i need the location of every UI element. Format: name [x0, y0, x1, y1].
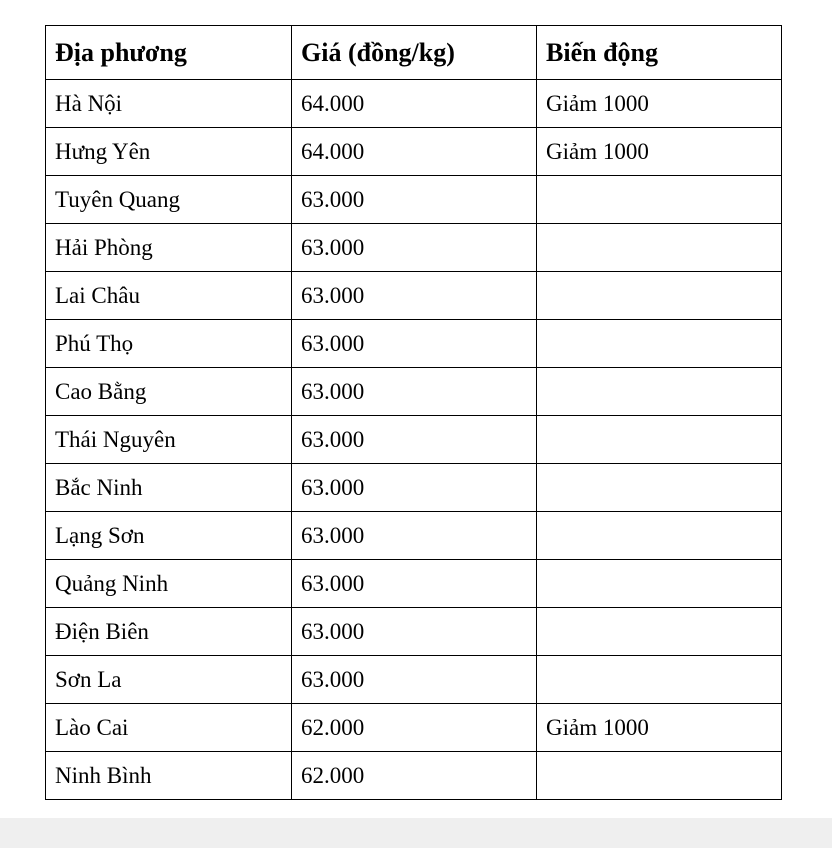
cell-change: [537, 224, 782, 272]
table-row: [46, 224, 782, 272]
table-row: [46, 560, 782, 608]
table-row: [46, 272, 782, 320]
cell-location: Tuyên Quang: [46, 176, 292, 224]
price-table: [45, 25, 782, 800]
header-price: Giá (đồng/kg): [292, 26, 537, 80]
cell-price: 62.000: [292, 752, 537, 800]
cell-location: Sơn La: [46, 656, 292, 704]
cell-price: 63.000: [292, 416, 537, 464]
table-row: [46, 512, 782, 560]
cell-location: Bắc Ninh: [46, 464, 292, 512]
table-row: [46, 80, 782, 128]
cell-location: Hưng Yên: [46, 128, 292, 176]
cell-price: 63.000: [292, 368, 537, 416]
cell-price: 63.000: [292, 464, 537, 512]
cell-price: 63.000: [292, 560, 537, 608]
table-row: [46, 704, 782, 752]
cell-change: [537, 752, 782, 800]
cell-price: 63.000: [292, 176, 537, 224]
cell-price: 63.000: [292, 512, 537, 560]
table-row: [46, 128, 782, 176]
cell-location: Lạng Sơn: [46, 512, 292, 560]
cell-change: [537, 464, 782, 512]
cell-location: Lai Châu: [46, 272, 292, 320]
table-row: [46, 176, 782, 224]
cell-location: Thái Nguyên: [46, 416, 292, 464]
cell-change: Giảm 1000: [537, 704, 782, 752]
cell-change: Giảm 1000: [537, 128, 782, 176]
cell-change: [537, 656, 782, 704]
cell-change: [537, 320, 782, 368]
cell-change: [537, 512, 782, 560]
table-row: [46, 608, 782, 656]
cell-price: 63.000: [292, 608, 537, 656]
table-header-row: [46, 26, 782, 80]
cell-price: 63.000: [292, 272, 537, 320]
cell-location: Điện Biên: [46, 608, 292, 656]
table-row: [46, 368, 782, 416]
cell-location: Cao Bằng: [46, 368, 292, 416]
cell-change: Giảm 1000: [537, 80, 782, 128]
cell-price: 64.000: [292, 128, 537, 176]
table-row: [46, 320, 782, 368]
cell-change: [537, 176, 782, 224]
cell-price: 62.000: [292, 704, 537, 752]
cell-change: [537, 608, 782, 656]
table-row: [46, 656, 782, 704]
cell-location: Phú Thọ: [46, 320, 292, 368]
cell-change: [537, 416, 782, 464]
cell-location: Ninh Bình: [46, 752, 292, 800]
cell-change: [537, 368, 782, 416]
bottom-bar: [0, 818, 832, 848]
cell-price: 64.000: [292, 80, 537, 128]
cell-change: [537, 560, 782, 608]
cell-location: Hải Phòng: [46, 224, 292, 272]
price-table-container: [45, 25, 782, 800]
cell-price: 63.000: [292, 320, 537, 368]
table-row: [46, 752, 782, 800]
cell-location: Lào Cai: [46, 704, 292, 752]
header-location: Địa phương: [46, 26, 292, 80]
cell-location: Hà Nội: [46, 80, 292, 128]
cell-change: [537, 272, 782, 320]
table-row: [46, 416, 782, 464]
table-row: [46, 464, 782, 512]
cell-price: 63.000: [292, 224, 537, 272]
cell-location: Quảng Ninh: [46, 560, 292, 608]
cell-price: 63.000: [292, 656, 537, 704]
header-change: Biến động: [537, 26, 782, 80]
